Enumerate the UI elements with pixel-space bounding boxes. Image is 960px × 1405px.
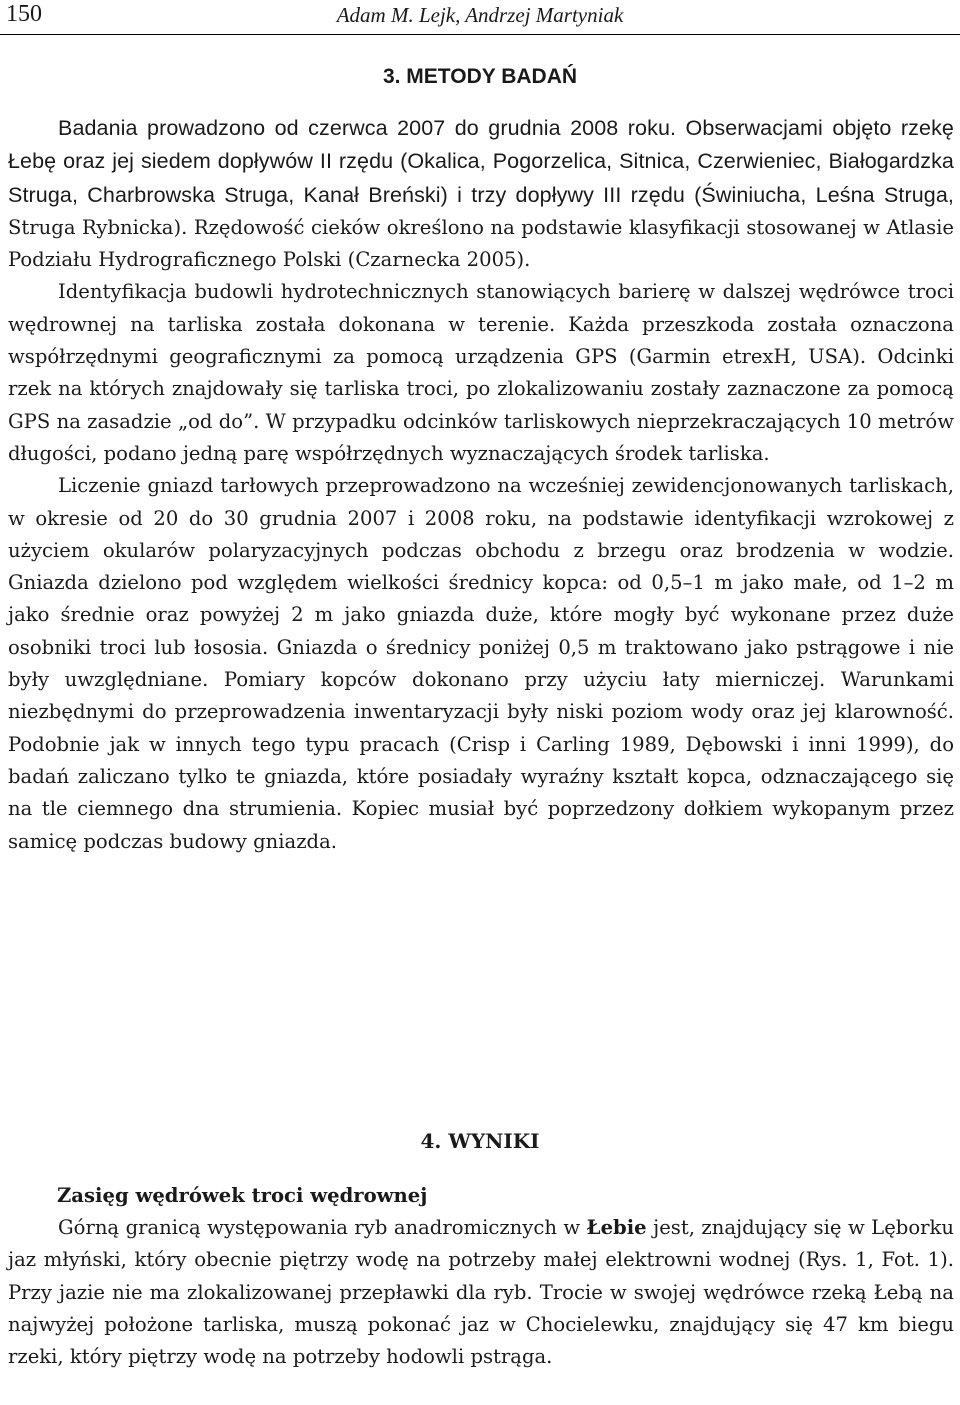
section-heading-results: 4. WYNIKI [420, 1129, 540, 1153]
methods-body [8, 112, 954, 858]
methods-paragraph-1-serif-part: Struga Rybnicka). Rzędowość cieków określono na podstawie klasyfikacji stosowanej w Atlasie Podziału Hydrograficznego Polski (Czarnecka 2005). [8, 215, 954, 272]
methods-paragraph-1-sans-part: Badania prowadzono od czerwca 2007 do grudnia 2008 roku. Obserwacjami objęto rzekę Łebę oraz jej siedem dopływów II rzędu (Okalica, Pogorzelica, Sitnica, Czerwieniec, Białogardzka Struga, Charbrowska Struga, Kanał Breński) i trzy dopływy III rzędu (Świniucha, Leśna Struga, [8, 116, 954, 207]
results-paragraph-1-start: Górną granicą występowania ryb anadromicznych w [58, 1216, 587, 1239]
section-heading-methods: 3. METODY BADAŃ [382, 65, 578, 88]
running-head-authors: Adam M. Lejk, Andrzej Martyniak [336, 3, 624, 27]
results-body [8, 1212, 954, 1373]
subheading-migration-range: Zasięg wędrówek troci wędrownej [57, 1184, 428, 1207]
page-header [0, 0, 960, 35]
methods-paragraph-2: Identyfikacja budowli hydrotechnicznych stanowiących barierę w dalszej wędrówce troci wędrownej na tarliska została dokonana w terenie. Każda przeszkoda została oznaczona współrzędnymi geograficznymi za pomocą urządzenia GPS (Garmin etrexH, USA). Odcinki rzek na których znajdowały się tarliska troci, po zlokalizowaniu zostały zaznaczone za pomocą GPS na zasadzie „od do”. W przypadku odcinków tarliskowych nieprzekraczających 10 metrów długości, podano jedną parę współrzędnych wyznaczających środek tarliska. [8, 280, 954, 465]
page-number: 150 [6, 1, 42, 27]
methods-paragraph-3: Liczenie gniazd tarłowych przeprowadzono na wcześniej zewidencjonowanych tarliskach, w okresie od 20 do 30 grudnia 2007 i 2008 roku, na podstawie identyfikacji wzrokowej z użyciem okularów polaryzacyjnych podczas obchodu z brzegu oraz brodzenia w wodzie. Gniazda dzielono pod względem wielkości średnicy kopca: od 0,5–1 m jako małe, od 1–2 m jako średnie oraz powyżej 2 m jako gniazda duże, które mogły być wykonane przez duże osobniki troci lub łososia. Gniazda o średnicy poniżej 0,5 m traktowano jako pstrągowe i nie były uwzględniane. Pomiary kopców dokonano przy użyciu łaty mierniczej. Warunkami niezbędnymi do przeprowadzenia inwentaryzacji były niski poziom wody oraz jej klarowność. Podobnie jak w innych tego typu pracach (Crisp i Carling 1989, Dębowski i inni 1999), do badań zaliczano tylko te gniazda, które posiadały wyraźny kształt kopca, odznaczającego się na tle ciemnego dna strumienia. Kopiec musiał być poprzedzony dołkiem wykopanym przez samicę podczas budowy gniazda. [8, 474, 954, 853]
results-paragraph-1-end: jest, znajdujący się w Lęborku jaz młyński, który obecnie piętrzy wodę na potrzeby małej elektrowni wodnej (Rys. 1, Fot. 1). Przy jazie nie ma zlokalizowanej przepławki dla ryb. Trocie w swojej wędrówce rzeką Łebą na najwyżej położone tarliska, muszą pokonać jaz w Chocielewku, znajdujący się 47 km biegu rzeki, który piętrzy wodę na potrzeby hodowli pstrąga. [8, 1216, 954, 1369]
results-paragraph-1 [8, 1212, 954, 1373]
river-name-bold: Łebie [586, 1216, 647, 1239]
methods-paragraph-1 [8, 112, 954, 276]
